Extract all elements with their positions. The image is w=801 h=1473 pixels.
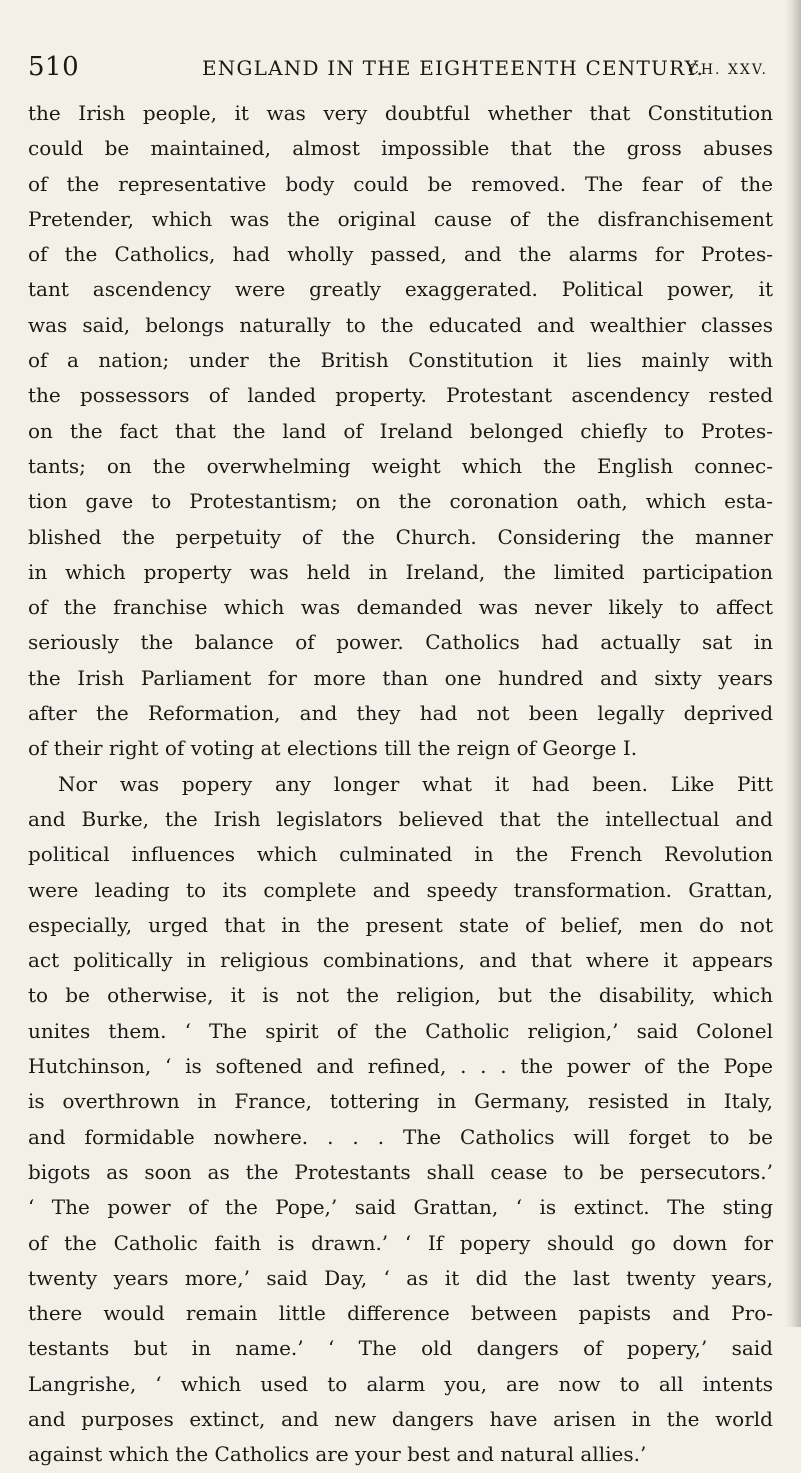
text-line: of the Catholic faith is drawn.’ ‘ If popery should go down for — [28, 1230, 773, 1255]
text-line: unites them. ‘ The spirit of the Catholic religion,’ said Colonel — [28, 1018, 773, 1043]
text-line: against which the Catholics are your best and natural allies.’ — [28, 1442, 647, 1467]
page-header — [28, 52, 768, 92]
page-binding-edge — [785, 0, 801, 1327]
text-line: bigots as soon as the Protestants shall cease to be persecutors.’ — [28, 1159, 773, 1184]
text-line: Nor was popery any longer what it had been. Like Pitt — [58, 771, 773, 796]
text-line: political influences which culminated in the French Revolution — [28, 842, 773, 867]
text-line: were leading to its complete and speedy transformation. Grattan, — [28, 877, 773, 902]
text-line: Hutchinson, ‘ is softened and refined, . . . the power of the Pope — [28, 1054, 773, 1079]
text-line: of a nation; under the British Constitution it lies mainly with — [28, 348, 773, 373]
text-line: is overthrown in France, tottering in Germany, resisted in Italy, — [28, 1089, 773, 1114]
text-line: blished the perpetuity of the Church. Considering the manner — [28, 524, 773, 549]
text-line: of their right of voting at elections till the reign of George I. — [28, 736, 638, 761]
text-line: after the Reformation, and they had not been legally deprived — [28, 701, 773, 726]
text-line: act politically in religious combinations, and that where it appears — [28, 948, 773, 973]
text-line: on the fact that the land of Ireland belonged chiefly to Protes- — [28, 418, 773, 443]
text-line: Langrishe, ‘ which used to alarm you, are now to all intents — [28, 1371, 773, 1396]
text-line: twenty years more,’ said Day, ‘ as it did the last twenty years, — [28, 1265, 773, 1290]
text-line: tants; on the overwhelming weight which the English connec- — [28, 453, 773, 478]
page-number: 510 — [28, 52, 80, 82]
text-line: and Burke, the Irish legislators believed that the intellectual and — [28, 806, 773, 831]
text-line: ‘ The power of the Pope,’ said Grattan, ‘ is extinct. The sting — [28, 1195, 773, 1220]
text-line: and formidable nowhere. . . . The Catholics will forget to be — [28, 1124, 773, 1149]
text-line: the Irish people, it was very doubtful whether that Constitution — [28, 101, 773, 125]
text-line: Pretender, which was the original cause of the disfranchisement — [28, 206, 773, 231]
text-line: there would remain little difference between papists and Pro- — [28, 1301, 773, 1326]
text-line: of the Catholics, had wholly passed, and the alarms for Protes- — [28, 242, 773, 267]
text-line: especially, urged that in the present state of belief, men do not — [28, 912, 773, 937]
text-line: to be otherwise, it is not the religion, but the disability, which — [28, 983, 773, 1008]
text-line: and purposes extinct, and new dangers have arisen in the world — [28, 1406, 773, 1431]
text-line: testants but in name.’ ‘ The old dangers of popery,’ said — [28, 1336, 773, 1361]
text-line: the possessors of landed property. Protestant ascendency rested — [28, 383, 773, 408]
text-line: was said, belongs naturally to the educated and wealthier classes — [28, 312, 773, 337]
body-text — [28, 96, 773, 1473]
text-line: in which property was held in Ireland, the limited participation — [28, 559, 773, 584]
text-line: the Irish Parliament for more than one hundred and sixty years — [28, 665, 773, 690]
text-line: seriously the balance of power. Catholics had actually sat in — [28, 630, 773, 655]
text-line: tion gave to Protestantism; on the coronation oath, which esta- — [28, 489, 773, 514]
text-line: of the franchise which was demanded was never likely to affect — [28, 595, 773, 620]
chapter-reference: CH. XXV. — [688, 62, 768, 78]
text-line: tant ascendency were greatly exaggerated. Political power, it — [28, 277, 773, 302]
text-line: of the representative body could be removed. The fear of the — [28, 171, 773, 196]
text-line: could be maintained, almost impossible that the gross abuses — [28, 136, 773, 161]
running-title: ENGLAND IN THE EIGHTEENTH CENTURY. — [202, 56, 705, 80]
